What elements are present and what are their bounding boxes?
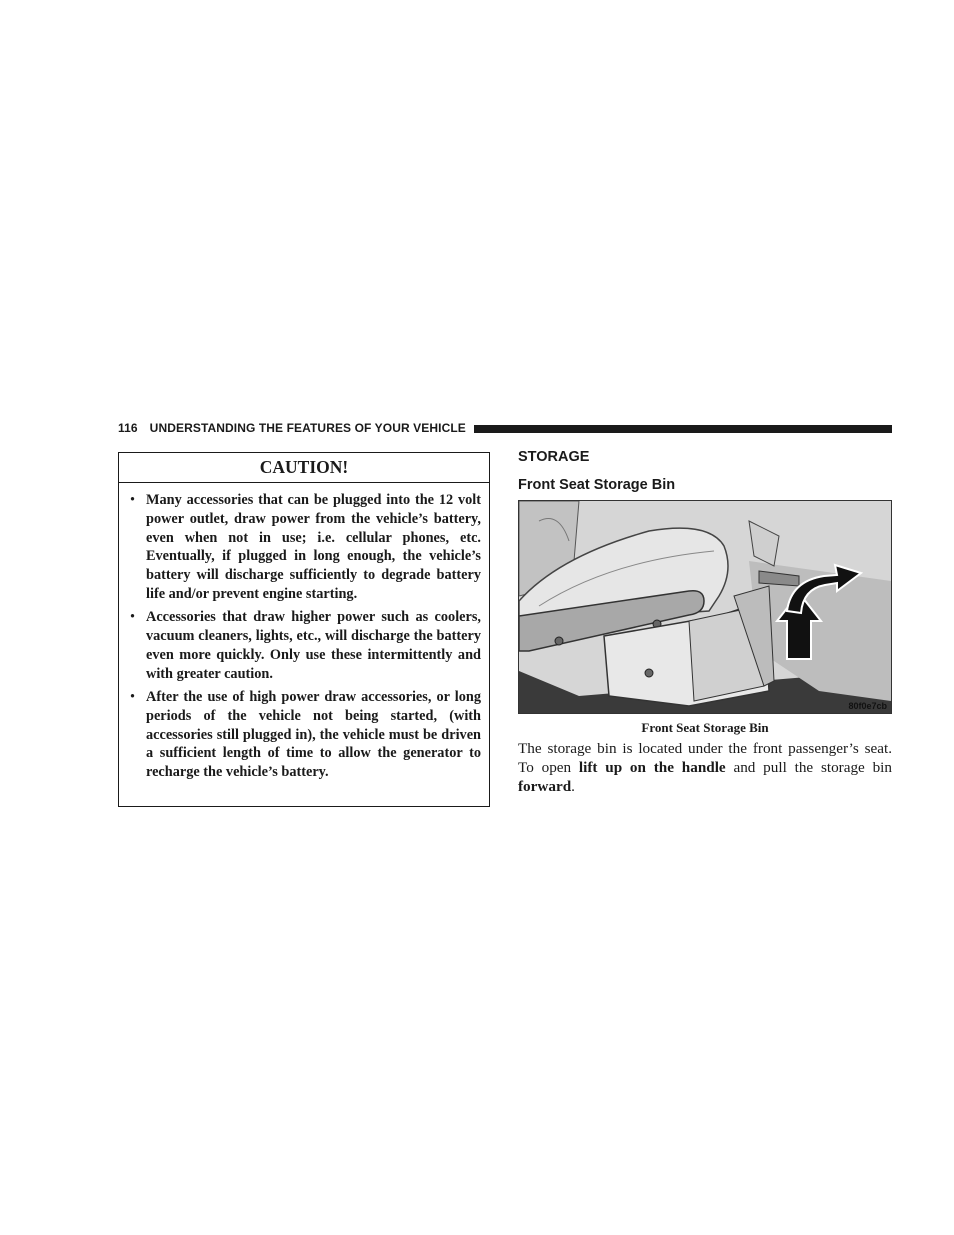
storage-paragraph: [518, 740, 892, 796]
caution-item-text: After the use of high power draw accessories, or long periods of the vehicle not being started, (with accessories still plugged in), the vehicle must be driven a sufficient length of time to allow the generator to recharge the vehicle’s battery.: [146, 688, 481, 781]
figure-code: 80f0e7cb: [848, 701, 887, 711]
caution-list: [119, 483, 489, 782]
bullet-icon: •: [130, 492, 136, 508]
running-header: [118, 420, 892, 436]
paragraph-bold: lift up on the handle: [578, 758, 726, 776]
caution-item-text: Accessories that draw higher power such as coolers, vacuum cleaners, lights, etc., will discharge the battery even more quickly. Only use these intermittently and with greater caution.: [146, 609, 481, 682]
running-title: UNDERSTANDING THE FEATURES OF YOUR VEHICLE: [149, 421, 466, 435]
storage-bin-illustration: [518, 500, 892, 714]
paragraph-text: The storage bin is located under the front passenger’s seat. To open: [518, 740, 892, 776]
seat-drawing: [519, 501, 891, 713]
caution-item: [128, 688, 481, 782]
caution-item-text: Many accessories that can be plugged into the 12 volt power outlet, draw power from the vehicle’s battery, even when not in use; i.e. cellular phones, etc. Eventually, if plugged in long enough, the vehicle’s battery will discharge sufficiently to degrade battery life and/or prevent engine starting.: [146, 492, 481, 602]
figure-caption: Front Seat Storage Bin: [641, 720, 769, 735]
paragraph-bold: forward: [518, 777, 572, 795]
paragraph-text: .: [571, 777, 575, 795]
subsection-title: Front Seat Storage Bin: [518, 477, 676, 493]
header-rule: [474, 425, 892, 433]
bullet-icon: •: [130, 609, 136, 626]
caution-item: [128, 608, 481, 683]
caution-title: CAUTION!: [119, 453, 489, 483]
bullet-icon: •: [130, 688, 136, 705]
caution-box: [118, 452, 490, 807]
page-number: 116: [118, 421, 138, 435]
section-title: STORAGE: [518, 449, 590, 465]
paragraph-text: and pull the storage bin: [725, 758, 892, 776]
caution-item: [128, 491, 481, 604]
